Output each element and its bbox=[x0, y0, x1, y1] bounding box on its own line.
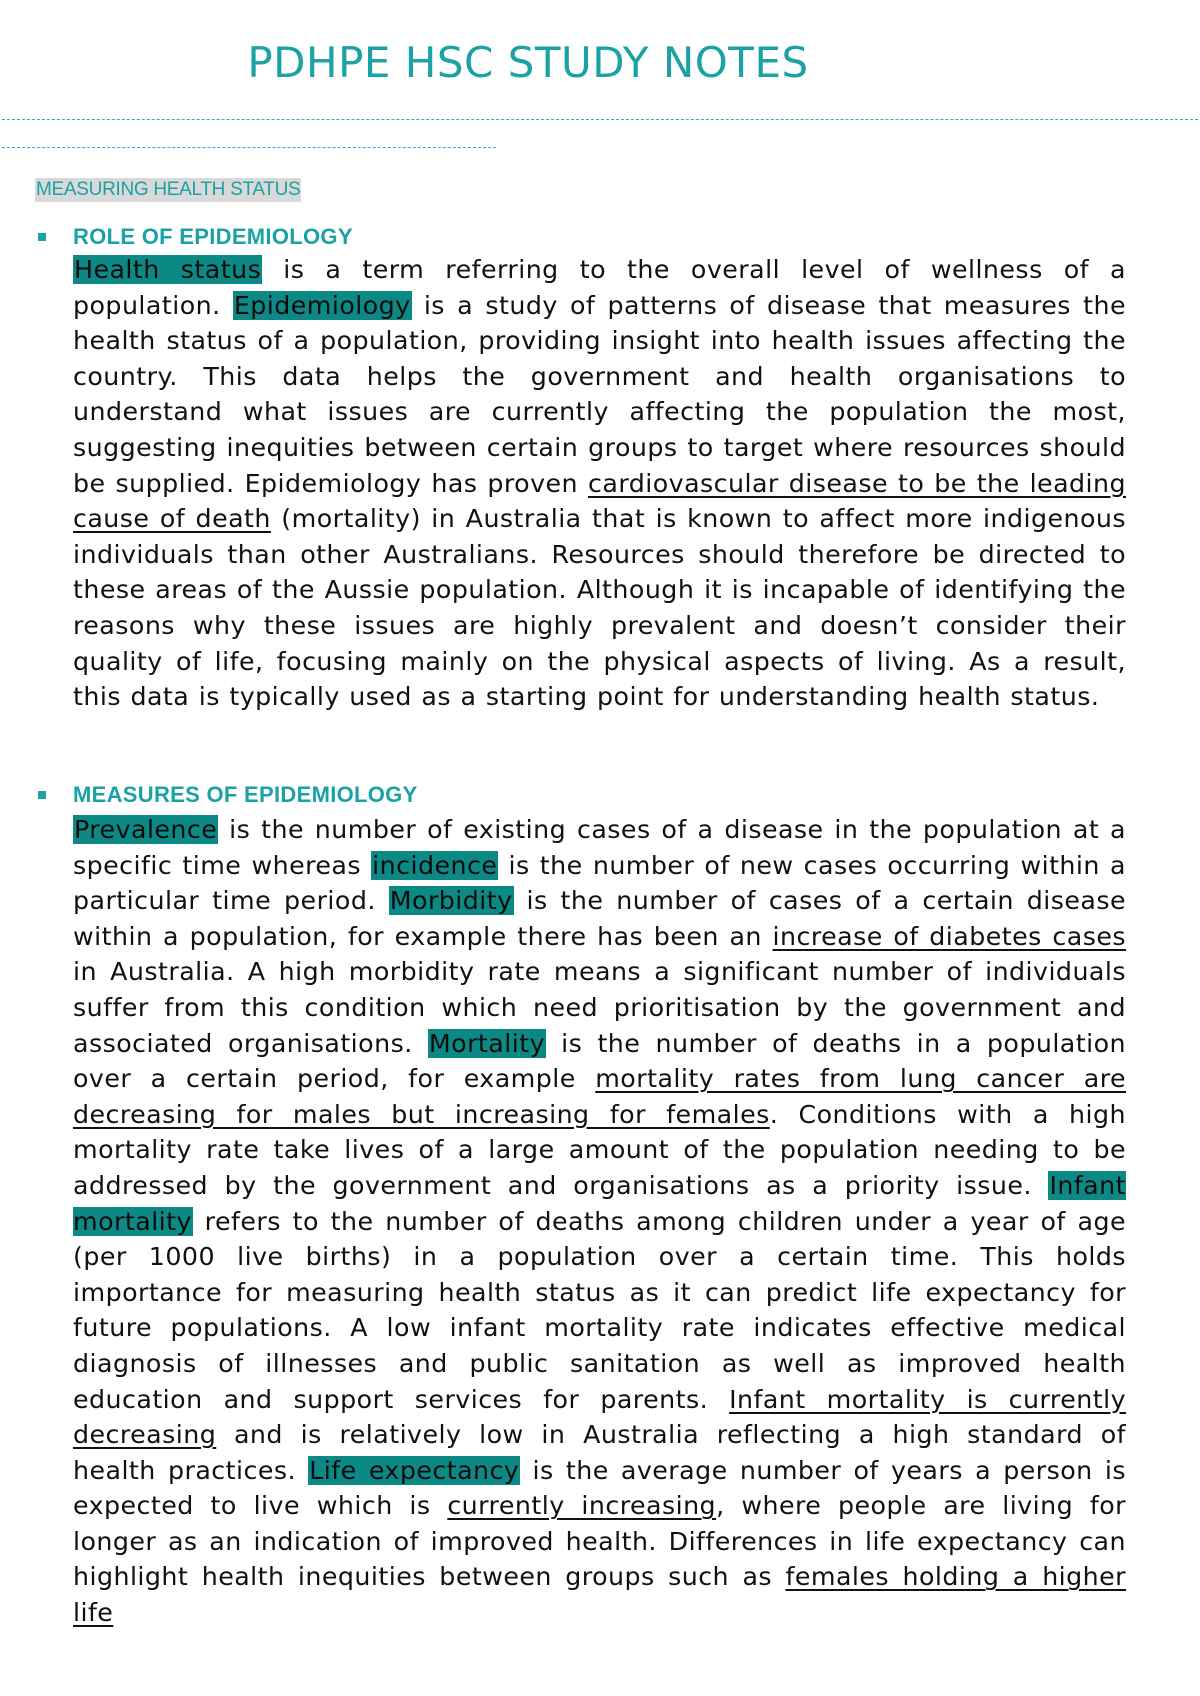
highlighted-term: incidence bbox=[372, 850, 498, 880]
square-bullet-icon bbox=[38, 791, 46, 799]
body-text: in Australia. A high morbidity rate means a significant number of individuals suffer from this condition which need prioritisation by the government and associated organisations. bbox=[73, 957, 1126, 1058]
highlighted-term: Mortality bbox=[428, 1028, 545, 1058]
highlighted-term: Infant mortality bbox=[73, 1170, 1126, 1236]
highlighted-term: Epidemiology bbox=[233, 290, 411, 320]
highlighted-term: Morbidity bbox=[389, 886, 513, 916]
body-text: is the number of cases of a certain disease within a population, for example there has been an bbox=[73, 886, 1127, 951]
paragraph-role-of-epidemiology bbox=[73, 252, 1126, 715]
square-bullet-icon bbox=[38, 233, 46, 241]
bullet-heading-measures bbox=[36, 782, 418, 808]
highlighted-term: Life expectancy bbox=[309, 1455, 520, 1485]
section-label: MEASURING HEALTH STATUS bbox=[36, 179, 301, 200]
body-text: is the number of deaths in a population over a certain period, for example bbox=[73, 1028, 1127, 1094]
body-text: is the average number of years a person is expected to live which is bbox=[73, 1455, 1126, 1521]
highlighted-term: Health status bbox=[74, 255, 262, 284]
body-text: is the number of existing cases of a disease in the population at a specific time whereas bbox=[73, 815, 1126, 880]
heading-text: ROLE OF EPIDEMIOLOGY bbox=[73, 224, 353, 249]
body-text: . Conditions with a high mortality rate take lives of a large amount of the population needing to be addressed by the government and organisations as a priority issue. bbox=[73, 1099, 1126, 1200]
body-text: , where people are living for longer as an indication of improved health. Differences in life expectancy can highlight health inequities between groups such as bbox=[73, 1491, 1126, 1592]
heading-text: MEASURES OF EPIDEMIOLOGY bbox=[73, 782, 418, 807]
dashed-divider bbox=[2, 119, 1198, 120]
underlined-text: increase of diabetes cases bbox=[772, 921, 1126, 951]
body-text: refers to the number of deaths among children under a year of age (per 1000 live births) in a population over a certain time. This holds importance for measuring health status as it can predict life expectancy for future populations. A low infant mortality rate indicates effective medical diagnosis of illnesses and public sanitation as well as improved health education and support services for parents. bbox=[73, 1206, 1126, 1414]
body-text: and is relatively low in Australia reflecting a high standard of health practices. bbox=[73, 1420, 1126, 1485]
underlined-text: females holding a higher life bbox=[73, 1562, 1127, 1628]
underlined-text: currently increasing bbox=[447, 1491, 717, 1521]
body-text: is a study of patterns of disease that measures the health status of a population, providing insight into health issues affecting the country. This data helps the government and health organisations to understand what issues are currently affecting the population the most, suggesting inequities between certain groups to target where resources should be supplied. Epidemiology has proven bbox=[73, 290, 1126, 498]
body-text: is a term referring to the overall level of wellness of a population. bbox=[73, 255, 1126, 320]
body-text: is the number of new cases occurring within a particular time period. bbox=[73, 850, 1126, 916]
dashed-divider-short bbox=[2, 147, 496, 148]
underlined-text: cardiovascular disease to be the leading cause of death bbox=[73, 468, 1126, 534]
underlined-text: Infant mortality is currently decreasing bbox=[73, 1384, 1126, 1450]
body-text: (mortality) in Australia that is known to affect more indigenous individuals than other Australians. Resources should therefore be directed to these areas of the Aussie population. Although it is incapable of identifying the reasons why these issues are highly prevalent and doesn’t consider their quality of life, focusing mainly on the physical aspects of living. As a result, this data is typically used as a starting point for understanding health status. bbox=[73, 504, 1126, 712]
paragraph-measures-of-epidemiology bbox=[73, 812, 1126, 1631]
document-title: PDHPE HSC STUDY NOTES bbox=[247, 38, 809, 87]
highlighted-term: Prevalence bbox=[74, 815, 218, 844]
underlined-text: mortality rates from lung cancer are decreasing for males but increasing for females bbox=[73, 1064, 1126, 1129]
bullet-heading-role bbox=[36, 224, 353, 250]
